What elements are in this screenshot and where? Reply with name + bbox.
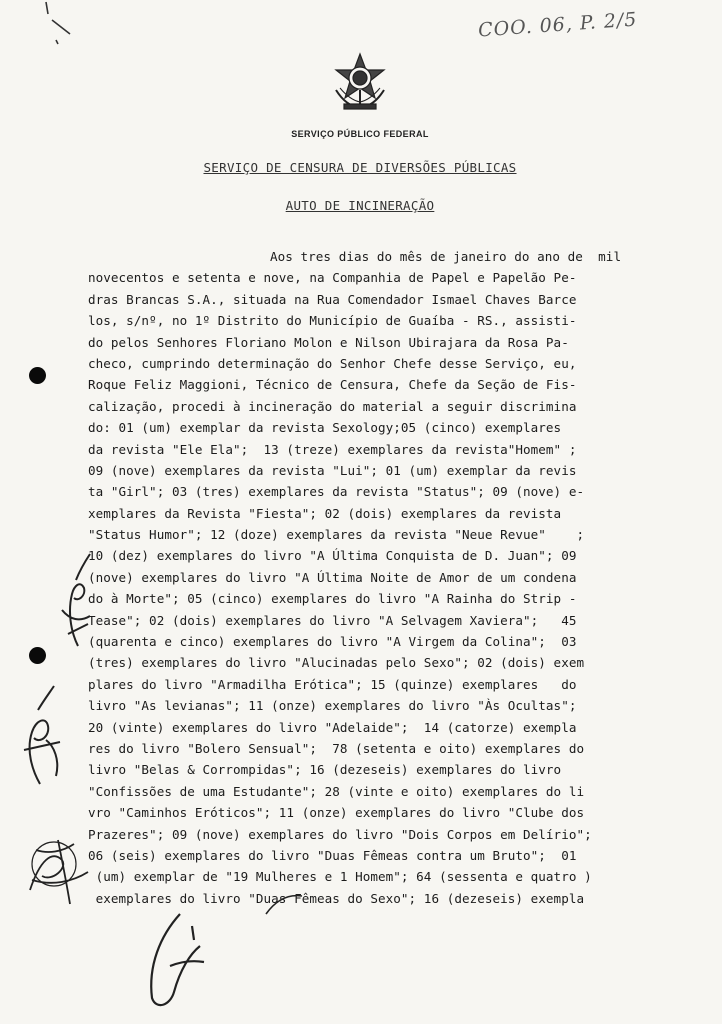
body-line: novecentos e setenta e nove, na Companhia de Papel e Papelão Pe-	[88, 270, 577, 286]
body-line: do: 01 (um) exemplar da revista Sexology;05 (cinco) exemplares	[88, 420, 562, 436]
body-text	[88, 246, 700, 909]
brazil-coat-of-arms-emblem	[330, 50, 390, 112]
body-line: "Confissões de uma Estudante"; 28 (vinte e oito) exemplares do li	[88, 783, 585, 799]
margin-signature	[50, 550, 100, 650]
body-line: checo, cumprindo determinação do Senhor Chefe desse Serviço, eu,	[88, 355, 577, 371]
body-line: (um) exemplar de "19 Mulheres e 1 Homem"; 64 (sessenta e quatro )	[88, 869, 592, 885]
body-line: 20 (vinte) exemplares do livro "Adelaide"; 14 (catorze) exempla	[88, 719, 577, 735]
body-line: xemplares da Revista "Fiesta"; 02 (dois) exemplares da revista	[88, 505, 562, 521]
margin-mark	[40, 0, 80, 60]
margin-signature	[140, 906, 220, 1016]
body-line: exemplares do livro "Duas Fêmeas do Sexo"; 16 (dezeseis) exempla	[88, 890, 585, 906]
body-line: los, s/nº, no 1º Distrito do Município de Guaíba - RS., assisti-	[88, 313, 577, 329]
header-org: SERVIÇO PÚBLICO FEDERAL	[291, 129, 429, 139]
body-line: dras Brancas S.A., situada na Rua Comendador Ismael Chaves Barce	[88, 291, 577, 307]
body-line: Aos tres dias do mês de janeiro do ano de mil	[270, 249, 622, 264]
punch-hole	[29, 647, 46, 664]
body-line: calização, procedi à incineração do material a seguir discrimina	[88, 398, 577, 414]
body-line: vro "Caminhos Eróticos"; 11 (onze) exemplares do livro "Clube dos	[88, 805, 585, 821]
body-line: plares do livro "Armadilha Erótica"; 15 (quinze) exemplares do	[88, 676, 577, 692]
punch-hole	[29, 367, 46, 384]
body-line: livro "Belas & Corrompidas"; 16 (dezeseis) exemplares do livro	[88, 762, 562, 778]
body-line: "Status Humor"; 12 (doze) exemplares da revista "Neue Revue" ;	[88, 527, 585, 543]
body-line: (quarenta e cinco) exemplares do livro "A Virgem da Colina"; 03	[88, 634, 577, 650]
body-line: res do livro "Bolero Sensual"; 78 (setenta e oito) exemplares do	[88, 740, 585, 756]
body-line: Roque Feliz Maggioni, Técnico de Censura, Chefe da Seção de Fis-	[88, 377, 577, 393]
margin-signature	[22, 820, 92, 910]
body-line: 09 (nove) exemplares da revista "Lui"; 01 (um) exemplar da revis	[88, 462, 577, 478]
body-line: Prazeres"; 09 (nove) exemplares do livro "Dois Corpos em Delírio";	[88, 826, 592, 842]
document-title: AUTO DE INCINERAÇÃO	[285, 198, 435, 213]
body-line: ta "Girl"; 03 (tres) exemplares da revista "Status"; 09 (nove) e-	[88, 484, 585, 500]
body-line: da revista "Ele Ela"; 13 (treze) exemplares da revista"Homem" ;	[88, 441, 577, 457]
body-line: (tres) exemplares do livro "Alucinadas pelo Sexo"; 02 (dois) exem	[88, 655, 585, 671]
margin-signature	[262, 890, 312, 920]
body-line: do pelos Senhores Floriano Molon e Nilson Ubirajara da Rosa Pa-	[88, 334, 569, 350]
division-title: SERVIÇO DE CENSURA DE DIVERSÕES PÚBLICAS	[203, 160, 517, 175]
body-line: 06 (seis) exemplares do livro "Duas Fêmeas contra um Bruto"; 01	[88, 847, 577, 863]
body-line: do à Morte"; 05 (cinco) exemplares do livro "A Rainha do Strip -	[88, 591, 577, 607]
margin-signature	[10, 680, 70, 790]
body-line: 10 (dez) exemplares do livro "A Última Conquista de D. Juan"; 09	[88, 548, 577, 564]
body-line: livro "As levianas"; 11 (onze) exemplares do livro "Às Ocultas";	[88, 698, 577, 714]
body-line: (nove) exemplares do livro "A Última Noite de Amor de um condena	[88, 569, 577, 585]
body-line: Tease"; 02 (dois) exemplares do livro "A Selvagem Xaviera"; 45	[88, 612, 577, 628]
reference-note: COO. 06, P. 2/5	[477, 8, 639, 42]
